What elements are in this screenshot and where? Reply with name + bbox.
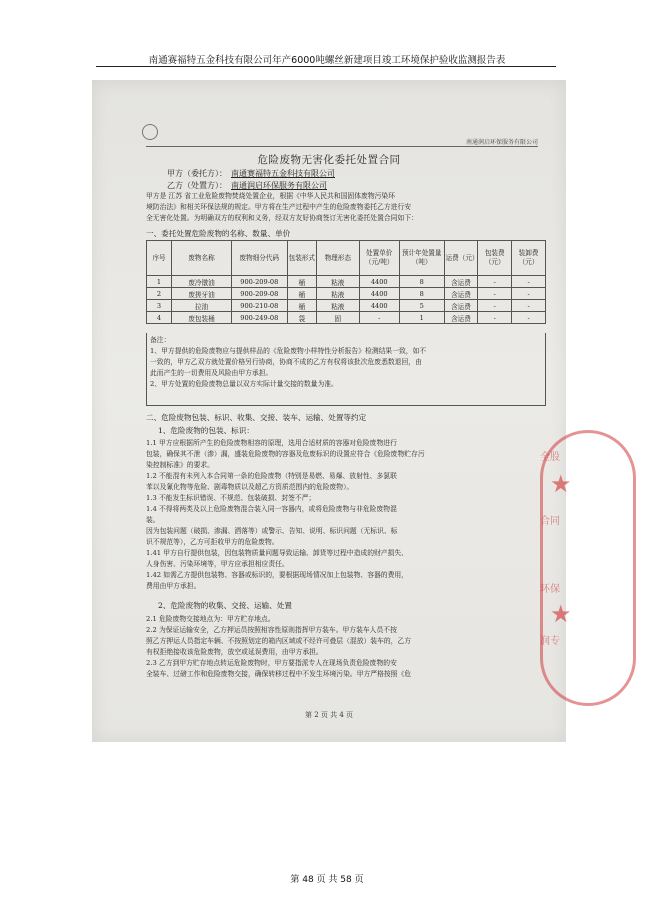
col-header: 装卸费（元） bbox=[512, 241, 546, 276]
table-cell: 含运费 bbox=[444, 312, 478, 324]
table-cell: 1 bbox=[147, 276, 172, 288]
note-line: 2、甲方处置的危险废物总量以双方实际计量交接的数量为准。 bbox=[150, 380, 338, 388]
clause-line: 染控制标准》的要求。 bbox=[146, 461, 214, 469]
table-cell: - bbox=[478, 312, 512, 324]
col-header: 废物细分代码 bbox=[232, 241, 288, 276]
table-cell: 2 bbox=[147, 288, 172, 300]
table-cell: 8 bbox=[399, 276, 444, 288]
table-cell: 粘液 bbox=[317, 276, 360, 288]
logo-icon bbox=[142, 124, 158, 140]
table-cell: 废包装桶 bbox=[172, 312, 232, 324]
note-line: 一致的，甲方乙双方就处置价格另行协商，协商不成的乙方有权将该批次危废悉数退回，由 bbox=[150, 358, 422, 366]
table-cell: 900-209-08 bbox=[232, 276, 288, 288]
report-header: 南通赛福特五金科技有限公司年产6000吨螺丝新建项目竣工环境保护验收监测报告表 bbox=[148, 55, 506, 66]
clause-line: 照乙方押运人员指定车辆、不按照划定的箱内区域或不经许可叠层（混放）装车的，乙方 bbox=[146, 637, 412, 645]
party-a bbox=[167, 168, 335, 179]
note-block bbox=[150, 335, 542, 390]
table-cell: 900-249-08 bbox=[232, 312, 288, 324]
table-cell: - bbox=[512, 276, 546, 288]
table-cell: 桶 bbox=[287, 300, 316, 312]
contract-title: 危险废物无害化委托处置合同 bbox=[257, 154, 401, 166]
table-cell: 固 bbox=[317, 312, 360, 324]
intro-line: 境防治法》和相关环保法规的规定。甲方将在生产过程中产生的危险废物委托乙方进行安 bbox=[146, 203, 412, 211]
party-b-label: 乙方（处置方）： bbox=[167, 181, 227, 190]
clause-line: 全装车、过磅工作和危险废物交接，确保转移过程中不发生环境污染。甲方严格按照《危 bbox=[146, 670, 412, 678]
company-rule bbox=[146, 146, 538, 147]
col-header: 包装费（元） bbox=[478, 241, 512, 276]
col-header: 包装形式 bbox=[287, 241, 316, 276]
table-cell: 拉油 bbox=[172, 300, 232, 312]
scanned-contract bbox=[92, 80, 566, 742]
table-row bbox=[147, 288, 546, 300]
waste-table bbox=[146, 240, 546, 324]
clause-line: 因为包装问题（破损、渗漏、洒落等）或警示、告知、说明、标识问题（无标识、标 bbox=[146, 527, 398, 535]
col-header: 物理形态 bbox=[317, 241, 360, 276]
clause-line: 包装，确保其不泄（渗）漏，盛装危险废物的容器及危废标识的设置应符合《危险废物贮存污 bbox=[146, 450, 425, 458]
table-cell: 4400 bbox=[359, 300, 399, 312]
party-a-value: 南通赛福特五金科技有限公司 bbox=[231, 169, 335, 178]
table-cell: 1 bbox=[399, 312, 444, 324]
clause-line: 1.1 甲方应根据所产生的危险废物相容的原理，选用合适材质的容器对危险废物进行 bbox=[146, 439, 397, 447]
note-line: 此而产生的一切费用及风险由甲方承担。 bbox=[150, 369, 273, 377]
party-a-label: 甲方（委托方）： bbox=[167, 169, 227, 178]
clause-line: 2.2 为保证运输安全，乙方押运员按照相容性原则指挥甲方装车。甲方装车人员不按 bbox=[146, 626, 397, 634]
clause-line: 识不规范等），乙方可拒收甲方的危险废物。 bbox=[146, 538, 279, 546]
table-cell: 桶 bbox=[287, 276, 316, 288]
clause-line: 装。 bbox=[146, 516, 160, 524]
table-row bbox=[147, 276, 546, 288]
table-cell: 4400 bbox=[359, 288, 399, 300]
table-cell: 900-209-08 bbox=[232, 288, 288, 300]
table-cell: - bbox=[512, 312, 546, 324]
note-label: 备注： bbox=[150, 336, 171, 344]
table-cell: - bbox=[478, 276, 512, 288]
clause-line: 人身伤害、污染环境等，甲方应承担相应责任。 bbox=[146, 560, 289, 568]
note-line: 1、甲方提供的危险废物应与提供样品的《危险废物小样特性分析报告》检测结果一致，如不 bbox=[150, 347, 427, 355]
stamp-text: 合同 bbox=[540, 516, 560, 527]
table-cell: - bbox=[512, 288, 546, 300]
table-cell: 粘液 bbox=[317, 288, 360, 300]
table-cell: - bbox=[478, 300, 512, 312]
company-top: 南通润启环保服务有限公司 bbox=[465, 139, 538, 146]
table-cell: 废搓牙油 bbox=[172, 288, 232, 300]
clause-line: 费用由甲方承担。 bbox=[146, 582, 201, 590]
table-cell: 废冷镦油 bbox=[172, 276, 232, 288]
star-icon: ★ bbox=[550, 600, 572, 628]
clause-line: 2.1 危险废物交接地点为：甲方贮存地点。 bbox=[146, 615, 275, 623]
col-header: 处置单价（元/吨） bbox=[359, 241, 399, 276]
clause-line: 1.4 不得将两类及以上危险废物混合装入同一容器内，或将危险废物与非危险废物混 bbox=[146, 505, 397, 513]
party-b-value: 南通润启环保服务有限公司 bbox=[231, 181, 327, 190]
table-cell: 含运费 bbox=[444, 276, 478, 288]
clause-line: 1.2 不能混有未列入本合同第一条的危险废物（特别是易燃、易爆、放射性、多氯联 bbox=[146, 472, 397, 480]
stamp-text: 环保 bbox=[540, 584, 560, 595]
table-cell: 8 bbox=[399, 288, 444, 300]
contract-page-number: 第 2 页 共 4 页 bbox=[304, 711, 354, 719]
table-cell: - bbox=[478, 288, 512, 300]
party-b bbox=[167, 180, 327, 191]
table-cell: 4400 bbox=[359, 276, 399, 288]
table-cell: 900-210-08 bbox=[232, 300, 288, 312]
table-cell: 粘液 bbox=[317, 300, 360, 312]
section-2-heading: 二、危险废物包装、标识、收集、交接、装车、运输、处置等约定 bbox=[146, 413, 367, 422]
table-cell: 4 bbox=[147, 312, 172, 324]
stamp-text: 全股 bbox=[540, 452, 560, 463]
stamp-text: 润专 bbox=[540, 636, 560, 647]
table-row bbox=[147, 312, 546, 324]
table-row bbox=[147, 300, 546, 312]
packaging-clauses bbox=[146, 438, 546, 592]
table-cell: 5 bbox=[399, 300, 444, 312]
intro-line: 甲方是 江苏 省工业危险废物焚烧处置企业，根据《中华人民共和国固体废物污染环 bbox=[146, 192, 396, 200]
intro-paragraph bbox=[146, 191, 546, 224]
star-icon: ★ bbox=[550, 470, 572, 498]
table-cell: 含运费 bbox=[444, 288, 478, 300]
table-cell: 3 bbox=[147, 300, 172, 312]
intro-line: 全无害化处置。为明确双方的权利和义务，经双方友好协商签订无害化委托处置合同如下： bbox=[146, 214, 418, 222]
table-cell: - bbox=[359, 312, 399, 324]
clause-line: 2.3 乙方到甲方贮存地点转运危险废物时，甲方要指派专人在现场负责危险废物的安 bbox=[146, 659, 397, 667]
col-header: 序号 bbox=[147, 241, 172, 276]
col-header: 预计年处置量（吨） bbox=[399, 241, 444, 276]
table-header-row bbox=[147, 241, 546, 276]
table-cell: 含运费 bbox=[444, 300, 478, 312]
col-header: 运费（元） bbox=[444, 241, 478, 276]
page-footer: 第 48 页 共 58 页 bbox=[290, 875, 364, 885]
table-cell: 袋 bbox=[287, 312, 316, 324]
header-rule bbox=[96, 66, 556, 67]
table-cell: - bbox=[512, 300, 546, 312]
clause-line: 1.41 甲方自行提供包装，因包装物质量问题导致运输、卸货等过程中造成的财产损失、 bbox=[146, 549, 408, 557]
subsection-1-heading: 1、危险废物的包装、标识： bbox=[158, 426, 254, 435]
clause-line: 有权拒绝接收该危险废物，放空或延误费用，由甲方承担。 bbox=[146, 648, 323, 656]
clause-line: 1.42 如需乙方提供包装物、容器或标识的，要根据现场情况加上包装物、容器的费用， bbox=[146, 571, 408, 579]
subsection-2-heading: 2、危险废物的收集、交接、运输、处置 bbox=[158, 601, 292, 610]
transport-clauses bbox=[146, 614, 546, 680]
clause-line: 苯以及氰化物等危险、剧毒物质以及超乙方资质范围内的危险废物）。 bbox=[146, 483, 354, 491]
clause-line: 1.3 不能发生标识错误、不规范、包装破损、封签不严； bbox=[146, 494, 316, 502]
table-cell: 桶 bbox=[287, 288, 316, 300]
section-1-heading: 一、委托处置危险废物的名称、数量、单价 bbox=[146, 229, 291, 238]
col-header: 废物名称 bbox=[172, 241, 232, 276]
